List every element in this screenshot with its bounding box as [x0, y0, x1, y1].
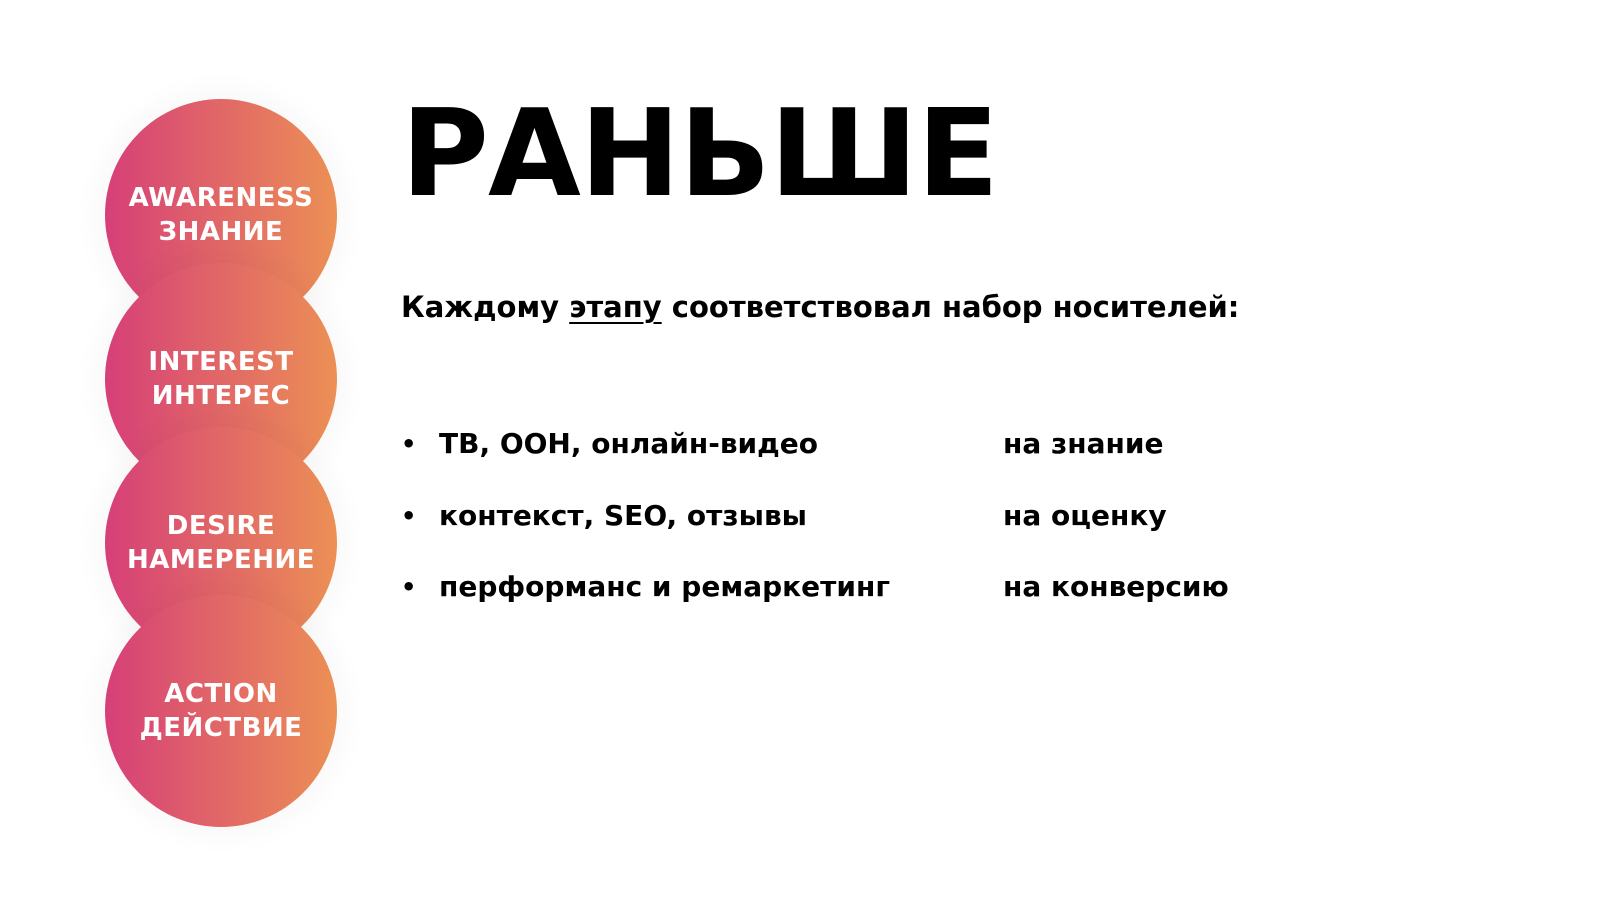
- funnel-stage-action: [105, 595, 337, 827]
- stage-label-en: ACTION: [164, 679, 278, 709]
- stage-label-ru: ИНТЕРЕС: [151, 381, 291, 411]
- stage-label-en: INTEREST: [148, 347, 294, 377]
- media-channels: перформанс и ремаркетинг: [439, 570, 890, 603]
- stage-label-en: AWARENESS: [128, 183, 314, 213]
- stage-label-ru: НАМЕРЕНИЕ: [126, 545, 316, 575]
- media-goal: на знание: [1003, 427, 1164, 460]
- slide-title: РАНЬШЕ: [401, 85, 998, 224]
- media-channels: ТВ, ООН, онлайн-видео: [439, 427, 818, 460]
- subtitle-underlined-word: этапу: [569, 290, 662, 324]
- media-channels: контекст, SEO, отзывы: [439, 498, 807, 532]
- subtitle-text-end: соответствовал набор носителей:: [661, 290, 1240, 324]
- bullet-icon: •: [401, 501, 417, 530]
- subtitle-text-start: Каждому: [401, 290, 570, 324]
- list-item: [401, 497, 1281, 569]
- media-list: [401, 425, 1281, 640]
- aida-funnel: [0, 0, 400, 897]
- media-goal: на оценку: [1003, 498, 1167, 532]
- stage-label-en: DESIRE: [166, 511, 276, 541]
- list-item: [401, 425, 1281, 497]
- bullet-icon: •: [401, 430, 417, 458]
- media-goal: на конверсию: [1003, 570, 1229, 603]
- stage-label-ru: ДЕЙСТВИЕ: [139, 713, 303, 743]
- bullet-icon: •: [401, 573, 417, 601]
- stage-label-ru: ЗНАНИЕ: [158, 217, 284, 247]
- slide-subtitle: [401, 288, 1239, 326]
- list-item: [401, 568, 1281, 640]
